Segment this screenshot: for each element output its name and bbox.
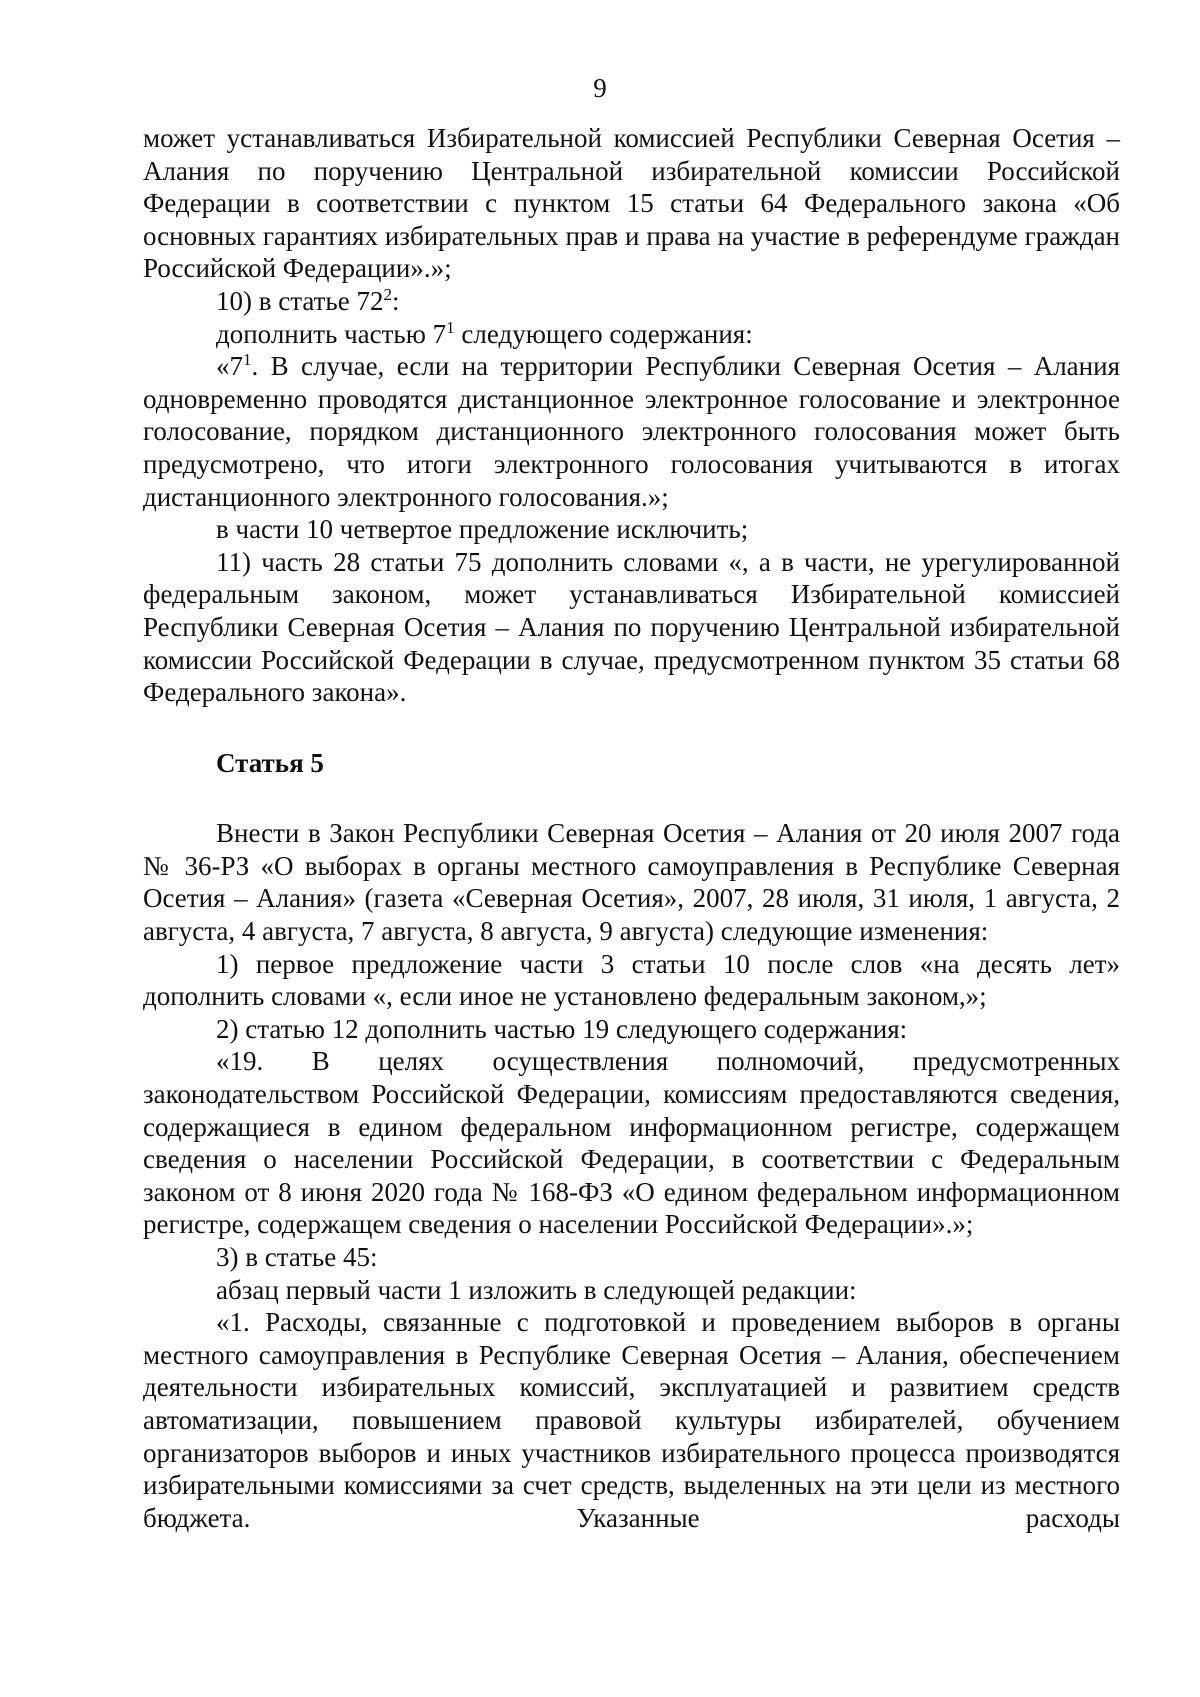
- item-10-quote: «$7^1$. В случае, если на территории Республики Северная Осетия – Алания одновременно проводятся дистанционное электронное голосование и электронное голосование, порядком дистанционного электронного голосования может быть предусмотрено, что итоги электронного голосования учитываются в итогах дистанционного электронного голосования.»;: [143, 350, 1120, 512]
- article-item-2-quote: «19. В целях осуществления полномочий, предусмотренных законодательством Российской Федерации, комиссиям предоставляются сведения, содержащиеся в едином федеральном информационном регистре, содержащем сведения о населении Российской Федерации, в соответствии с Федеральным законом от 8 июня 2020 года № 168-ФЗ «О едином федеральном информационном регистре, содержащем сведения о населении Российской Федерации».»;: [143, 1046, 1120, 1240]
- article-item-3-quote: «1. Расходы, связанные с подготовкой и проведением выборов в органы местного самоуправления в Республике Северная Осетия – Алания, обеспечением деятельности избирательных комиссий, эксплуатацией и развитием средств автоматизации, повышением правовой культуры избирателей, обучением организаторов выборов и иных участников избирательного процесса производятся избирательными комиссиями за счет средств, выделенных на эти цели из местного бюджета. Указанные расходы: [143, 1307, 1120, 1533]
- article-intro: Внести в Закон Республики Северная Осетия – Алания от 20 июля 2007 года № 36-РЗ «О выборах в органы местного самоуправления в Республике Северная Осетия – Алания» (газета «Северная Осетия», 2007, 28 июля, 31 июля, 1 августа, 2 августа, 4 августа, 7 августа, 8 августа, 9 августа) следующие изменения:: [143, 818, 1120, 947]
- page-number: 9: [593, 73, 607, 103]
- item-10-addition: дополнить частью $7^1$ следующего содержания:: [216, 317, 753, 349]
- article-item-1: 1) первое предложение части 3 статьи 10 после слов «на десять лет» дополнить словами «, если иное не установлено федеральным законом,»;: [143, 948, 1120, 1012]
- article-item-3: 3) в статье 45:: [216, 1242, 378, 1272]
- continuation-paragraph: может устанавливаться Избирательной комиссией Республики Северная Осетия – Алания по поручению Центральной избирательной комиссии Российской Федерации в соответствии с пунктом 15 статьи 64 Федерального закона «Об основных гарантиях избирательных прав и права на участие в референдуме граждан Российской Федерации».»;: [143, 123, 1120, 284]
- article-item-3-paragraph: абзац первый части 1 изложить в следующей редакции:: [216, 1274, 857, 1305]
- item-10-part-10: в части 10 четвертое предложение исключить;: [216, 514, 749, 545]
- item-11: 11) часть 28 статьи 75 дополнить словами «, а в части, не урегулированной федеральным законом, может устанавливаться Избирательной комиссией Республики Северная Осетия – Алания по поручению Центральной избирательной комиссии Российской Федерации в случае, предусмотренном пунктом 35 статьи 68 Федерального закона».: [143, 546, 1120, 708]
- article-heading: Статья 5: [216, 747, 324, 778]
- article-item-2: 2) статью 12 дополнить частью 19 следующего содержания:: [216, 1013, 908, 1044]
- item-10: 10) в статье $72^2$:: [216, 284, 400, 316]
